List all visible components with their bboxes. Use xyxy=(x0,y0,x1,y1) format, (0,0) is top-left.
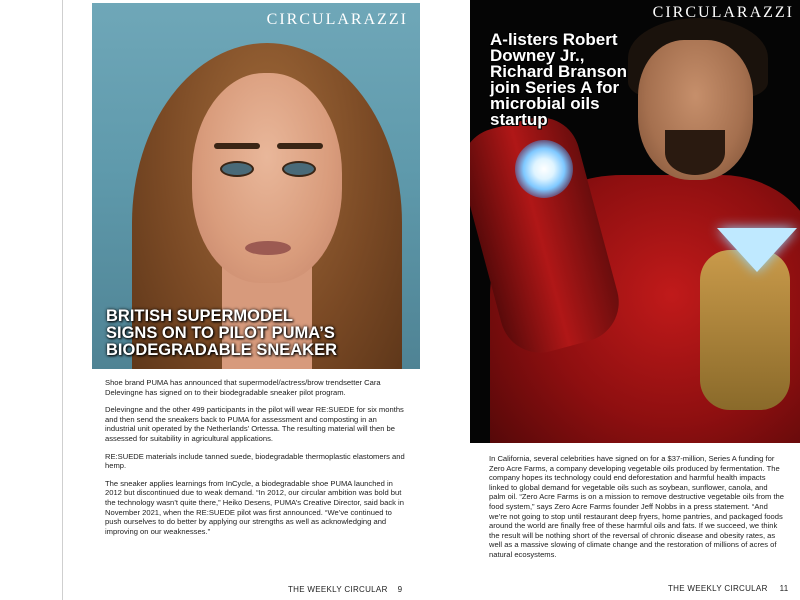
page-number: 9 xyxy=(397,585,403,594)
right-page xyxy=(470,0,800,600)
body-paragraph: Delevingne and the other 499 participants in the pilot will wear RE:SUEDE for six months and then send the sneakers back to PUMA for assessment and composting in an industrial unit operated by the Netherlands’ Ortessa. The resulting material will then be assessed for suitability in agricultural applications. xyxy=(105,405,404,443)
page-number: 11 xyxy=(779,584,789,593)
left-page xyxy=(63,0,450,600)
headline-line: SIGNS ON TO PILOT PUMA’S xyxy=(106,324,335,342)
cover-photo-supermodel xyxy=(92,3,420,369)
photo-eye-right xyxy=(282,161,316,177)
arc-reactor-icon xyxy=(717,228,797,272)
headline-line: startup xyxy=(490,110,548,129)
masthead-logo: CIRCULARAZZI xyxy=(652,4,794,21)
article-headline xyxy=(106,308,406,359)
headline-line: Richard Branson xyxy=(490,62,627,81)
page-footer xyxy=(288,585,402,594)
footer-publication: THE WEEKLY CIRCULAR xyxy=(668,584,768,593)
photo-brow-right xyxy=(277,143,323,149)
body-paragraph: RE:SUEDE materials include tanned suede, biodegradable thermoplastic elastomers and hemp. xyxy=(105,451,405,471)
article-body xyxy=(489,454,785,560)
photo-brow-left xyxy=(214,143,260,149)
headline-line: Downey Jr., xyxy=(490,46,585,65)
headline-line: BRITISH SUPERMODEL xyxy=(106,307,294,325)
article-body xyxy=(105,378,405,544)
photo-beard-shape xyxy=(665,130,725,175)
footer-publication: THE WEEKLY CIRCULAR xyxy=(288,585,388,594)
headline-line: join Series A for xyxy=(490,78,620,97)
article-headline xyxy=(490,32,665,128)
body-paragraph: In California, several celebrities have signed on for a $37-million, Series A funding for Zero Acre Farms, a company developing vegetable oils produced by fermentation. The company hopes its technology could end deforestation and harmful health impacts linked to global demand for vegetable oils such as soybean, sunflower, canola, and palm oil. “Zero Acre Farms is on a mission to remove destructive vegetable oils from the food system,” says Zero Acre Farms founder Jeff Nobbs in a press statement. “And we’re not going to stop until restaurant deep fryers, home pantries, and packaged foods around the world are finally free of these harmful oils and fats. If we succeed, we think the result will be nothing short of the reversal of chronic disease and obesity rates, as well as a massive slowing of climate change and the restoration of millions of acres of natural ecosystems. xyxy=(489,454,785,559)
body-paragraph: Shoe brand PUMA has announced that supermodel/actress/brow trendsetter Cara Delevingne has signed on to their biodegradable sneaker pilot program. xyxy=(105,378,381,397)
headline-line: A-listers Robert xyxy=(490,30,618,49)
headline-line: microbial oils xyxy=(490,94,600,113)
body-paragraph: The sneaker applies learnings from InCycle, a biodegradable shoe PUMA launched in 2012 but discontinued due to weak demand. “In 2012, our circular ambition was bold but the technology wasn’t quite there,” Heiko Desens, PUMA’s Creative Director, said back in November 2021, when the RE:SUEDE pilot was first announced. “We’ve continued to push ourselves to do better by applying our strengths as well as acknowledging and improving on our weaknesses.” xyxy=(105,478,404,536)
repulsor-glow-icon xyxy=(515,140,573,198)
photo-gold-plate xyxy=(700,250,790,410)
photo-eye-left xyxy=(220,161,254,177)
cover-photo-iron-man xyxy=(470,0,800,443)
page-footer xyxy=(668,584,789,593)
photo-lips xyxy=(245,241,291,255)
masthead-logo: CIRCULARAZZI xyxy=(266,11,408,28)
headline-line: BIODEGRADABLE SNEAKER xyxy=(106,341,338,359)
